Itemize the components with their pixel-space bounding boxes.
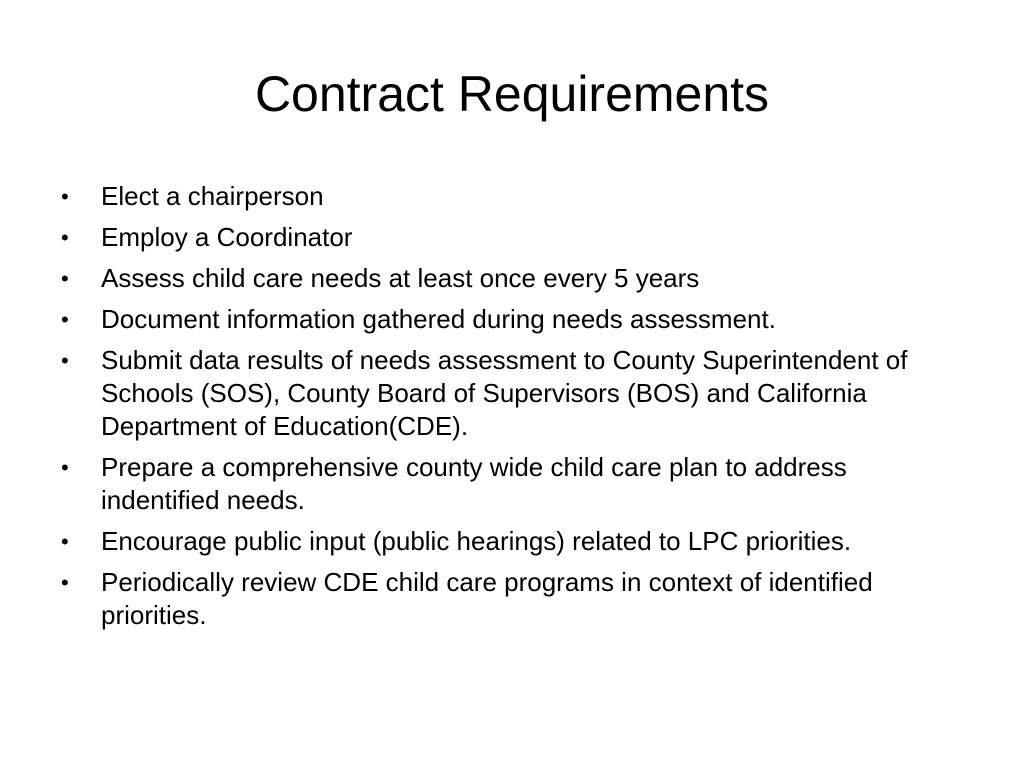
bullet-item [60, 451, 970, 517]
bullet-dot-icon: • [61, 266, 69, 291]
bullet-item [60, 303, 970, 336]
bullet-item [60, 525, 970, 558]
bullet-list [60, 180, 970, 640]
bullet-text: Prepare a comprehensive county wide child care plan to address indentified needs. [101, 452, 847, 515]
bullet-dot-icon: • [61, 455, 69, 480]
bullet-text: Encourage public input (public hearings) related to LPC priorities. [101, 526, 852, 556]
bullet-text: Assess child care needs at least once every 5 years [101, 263, 700, 293]
bullet-item [60, 344, 970, 443]
bullet-dot-icon: • [61, 529, 69, 554]
bullet-text: Employ a Coordinator [101, 222, 353, 252]
bullet-item [60, 262, 970, 295]
bullet-text: Elect a chairperson [101, 181, 324, 211]
slide-title: Contract Requirements [254, 66, 770, 122]
bullet-dot-icon: • [61, 348, 69, 373]
bullet-dot-icon: • [61, 570, 69, 595]
bullet-text: Submit data results of needs assessment to County Superintendent of Schools (SOS), County Board of Supervisors (BOS) and California Department of Education(CDE). [101, 345, 908, 441]
bullet-dot-icon: • [61, 184, 69, 209]
bullet-item [60, 180, 970, 213]
bullet-text: Document information gathered during needs assessment. [101, 304, 776, 334]
bullet-text: Periodically review CDE child care programs in context of identified priorities. [101, 567, 873, 630]
bullet-item [60, 566, 970, 632]
bullet-dot-icon: • [61, 307, 69, 332]
bullet-item [60, 221, 970, 254]
bullet-dot-icon: • [61, 225, 69, 250]
